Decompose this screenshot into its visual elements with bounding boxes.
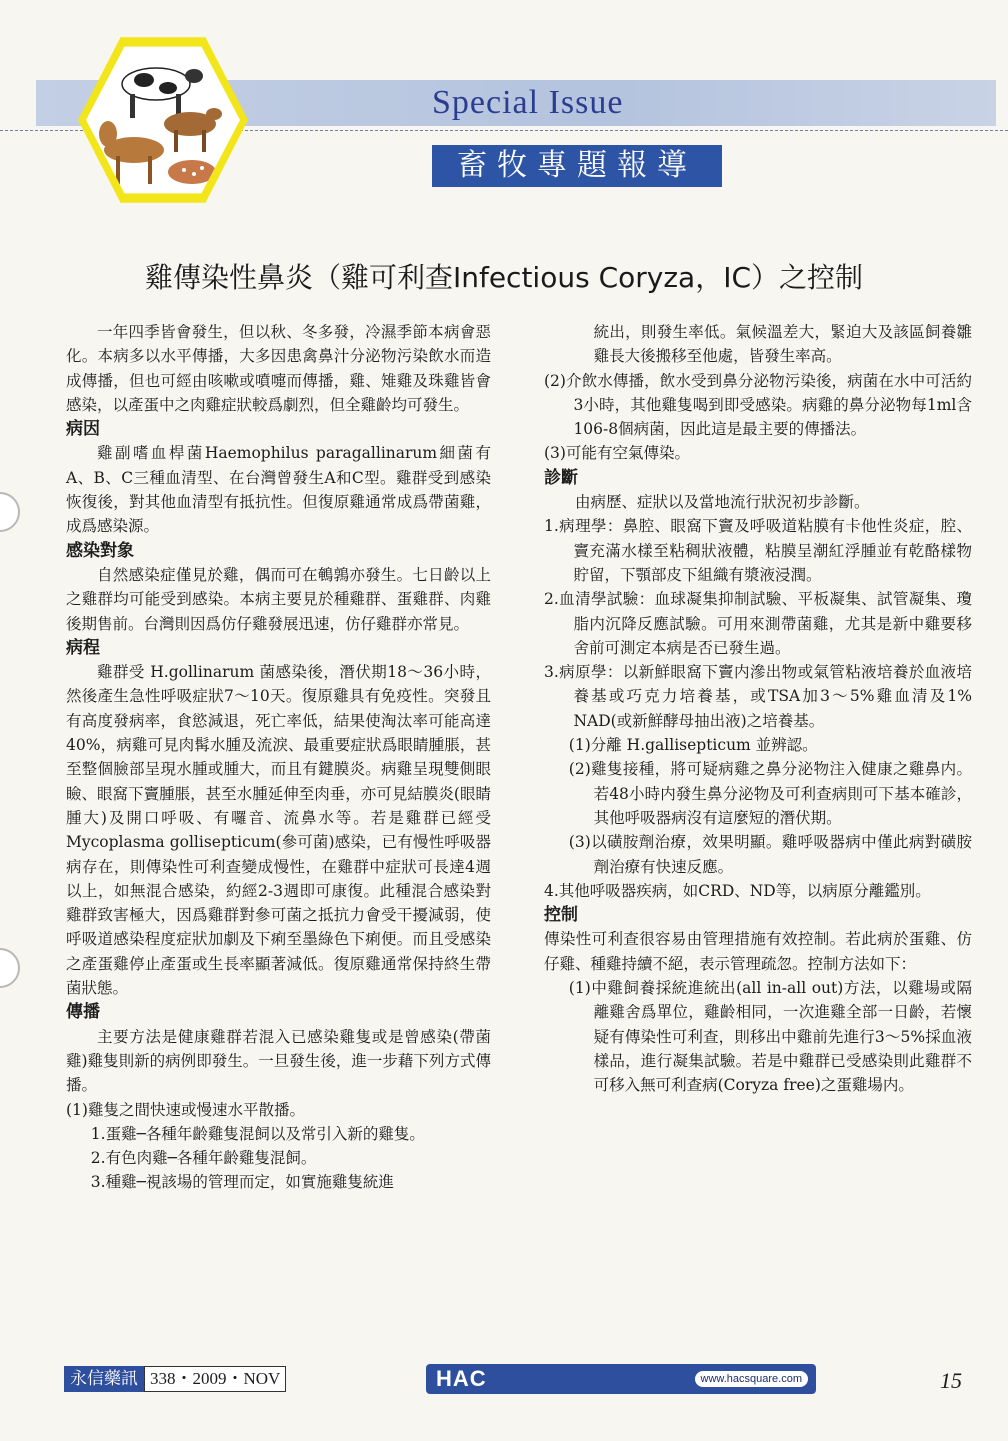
course-paragraph: 雞群受 H.gollinarum 菌感染後，潛伏期18～36小時，然後產生急性呼吸症狀7～10天。復原雞具有免疫性。突發且有高度發病率，食慾減退，死亡率低，結果使淘汰率可能高達40%，病雞可見肉髯水腫及流淚、最重要症狀爲眼睛腫脹，甚至整個臉部呈現水腫或腫大，而且有鍵膜炎。病雞呈現雙側眼瞼、眼窩下竇腫脹，甚至水腫延伸至肉垂，亦可見結膜炎(眼睛腫大)及開口呼吸、有囉音、流鼻水等。若是雞群已經受Mycoplasma gollisepticum(參可菌)感染，已有慢性呼吸器病存在，則傳染性可利查變成慢性，在雞群中症狀可長達4週以上，如無混合感染，約經2-3週即可康復。此種混合感染對雞群致害極大，因爲雞群對參可菌之抵抗力會受干擾減弱，使呼吸道感染程度症狀加劇及下痢至墨綠色下痢便。而且受感染之產蛋雞停止產蛋或生長率顯著減低。復原雞通常保持終生帶菌狀態。 — [66, 663, 491, 998]
spread-item: (3)可能有空氣傳染。 — [544, 444, 690, 463]
diagnosis-item: 4.其他呼吸器疾病，如CRD、ND等，以病原分離鑑別。 — [544, 881, 931, 900]
control-item: (1)中雞飼養採統進統出(all in-all out)方法，以雞場或隔離雞舍爲單位，雞齡相同，一次進雞全部一日齡，若懷疑有傳染性可利查，則移出中雞前先進行3～5%採血液樣品，進行凝集試驗。若是中雞群已受感染則此雞群不可移入無可利查病(Coryza free)之蛋雞場内。 — [568, 979, 972, 1095]
footer-magazine-info — [64, 1366, 286, 1392]
article-title: 雞傳染性鼻炎（雞可利查Infectious Coryza，IC）之控制 — [144, 261, 864, 294]
hac-logo: HAC — [436, 1366, 487, 1391]
spread-subitem: 2.有色肉雞─各種年齡雞隻混飼。 — [90, 1149, 317, 1168]
hac-banner[interactable] — [426, 1364, 816, 1394]
diagnosis-subitem: (1)分離 H.gallisepticum 並辨認。 — [568, 736, 818, 755]
target-paragraph: 自然感染症僅見於雞，偶而可在鵪鶉亦發生。七日齡以上之雞群均可能受到感染。本病主要見於種雞群、蛋雞群、肉雞後期售前。台灣則因爲仿仔雞發展迅速，仿仔雞群亦常見。 — [66, 565, 491, 633]
diagnosis-subitem: (2)雞隻接種，將可疑病雞之鼻分泌物注入健康之雞鼻内。若48小時内發生鼻分泌物及可利查病則可下基本確診，其他呼吸器病沒有這麼短的潛伏期。 — [568, 760, 972, 827]
diagnosis-heading: 診斷 — [544, 467, 578, 488]
issue-info: 338・2009・NOV — [144, 1366, 286, 1392]
cause-paragraph: 雞副嗜血桿菌Haemophilus paragallinarum細菌有A、B、C三種血清型、在台灣曾發生A和C型。雞群受到感染恢復後，對其他血清型有抵抗性。但復原雞通常成爲帶菌雞，成爲感染源。 — [66, 444, 491, 536]
magazine-name: 永信藥訊 — [64, 1366, 144, 1392]
spread-heading: 傳播 — [66, 1002, 100, 1023]
binder-hole-icon — [0, 492, 20, 532]
target-heading: 感染對象 — [66, 540, 134, 561]
diagnosis-item: 2.血清學試驗：血球凝集抑制試驗、平板凝集、試管凝集、瓊脂内沉降反應試驗。可用來測帶菌雞，尤其是新中雞要移舍前可測定本病是否已發生過。 — [544, 590, 972, 657]
page-number: 15 — [940, 1368, 962, 1393]
course-heading: 病程 — [66, 637, 100, 658]
spread-item: (1)雞隻之間快速或慢速水平散播。 — [66, 1100, 305, 1119]
spread-subitem: 3.種雞─視該場的管理而定，如實施雞隻統進 — [90, 1173, 394, 1192]
control-paragraph: 傳染性可利查很容易由管理措施有效控制。若此病於蛋雞、仿仔雞、種雞持續不絕，表示管理疏忽。控制方法如下： — [544, 930, 972, 973]
control-heading: 控制 — [544, 905, 578, 926]
spread-subitem: 1.蛋雞─各種年齡雞隻混飼以及常引入新的雞隻。 — [90, 1124, 425, 1143]
intro-paragraph: 一年四季皆會發生，但以秋、冬多發，冷濕季節本病會惡化。本病多以水平傳播，大多因患禽鼻汁分泌物污染飲水而造成傳播，但也可經由咳嗽或噴嚏而傳播，雞、雉雞及珠雞皆會感染，以產蛋中之肉雞症狀較爲劇烈，但全雞齡均可發生。 — [66, 323, 491, 414]
website-link[interactable]: www.hacsquare.com — [695, 1371, 809, 1387]
special-issue-heading: Special Issue — [432, 84, 624, 121]
cause-heading: 病因 — [66, 419, 100, 440]
diagnosis-subitem: (3)以磺胺劑治療，效果明顯。雞呼吸器病中僅此病對磺胺劑治療有快速反應。 — [568, 833, 972, 876]
spread-paragraph: 主要方法是健康雞群若混入已感染雞隻或是曾感染(帶菌雞)雞隻則新的病例即發生。一旦發生後，進一步藉下列方式傳播。 — [66, 1027, 491, 1095]
section-title: 畜牧專題報導 — [432, 145, 722, 187]
spread-item: (2)介飲水傳播，飲水受到鼻分泌物污染後，病菌在水中可活約3小時，其他雞隻喝到即受感染。病雞的鼻分泌物每1ml含106-8個病菌，因此這是最主要的傳播法。 — [544, 371, 972, 439]
spread-continued: 統出，則發生率低。氣候溫差大，緊迫大及該區飼養雛雞長大後搬移至他處，皆發生率高。 — [593, 323, 972, 366]
diagnosis-intro: 由病歷、症狀以及當地流行狀況初步診斷。 — [575, 493, 870, 512]
binder-hole-icon — [0, 948, 20, 988]
left-column — [66, 320, 491, 1195]
diagnosis-item: 1.病理學：鼻腔、眼窩下竇及呼吸道粘膜有卡他性炎症，腔、竇充滿水樣至粘稠狀液體，粘膜呈潮紅浮腫並有乾酪樣物貯留，下顎部皮下組織有漿液浸潤。 — [544, 517, 972, 584]
diagnosis-item: 3.病原學：以新鮮眼窩下竇内滲出物或氣管粘液培養於血液培養基或巧克力培養基，或TSA加3～5%雞血清及1% NAD(或新鮮酵母抽出液)之培養基。 — [544, 663, 972, 730]
right-column — [544, 320, 972, 1098]
